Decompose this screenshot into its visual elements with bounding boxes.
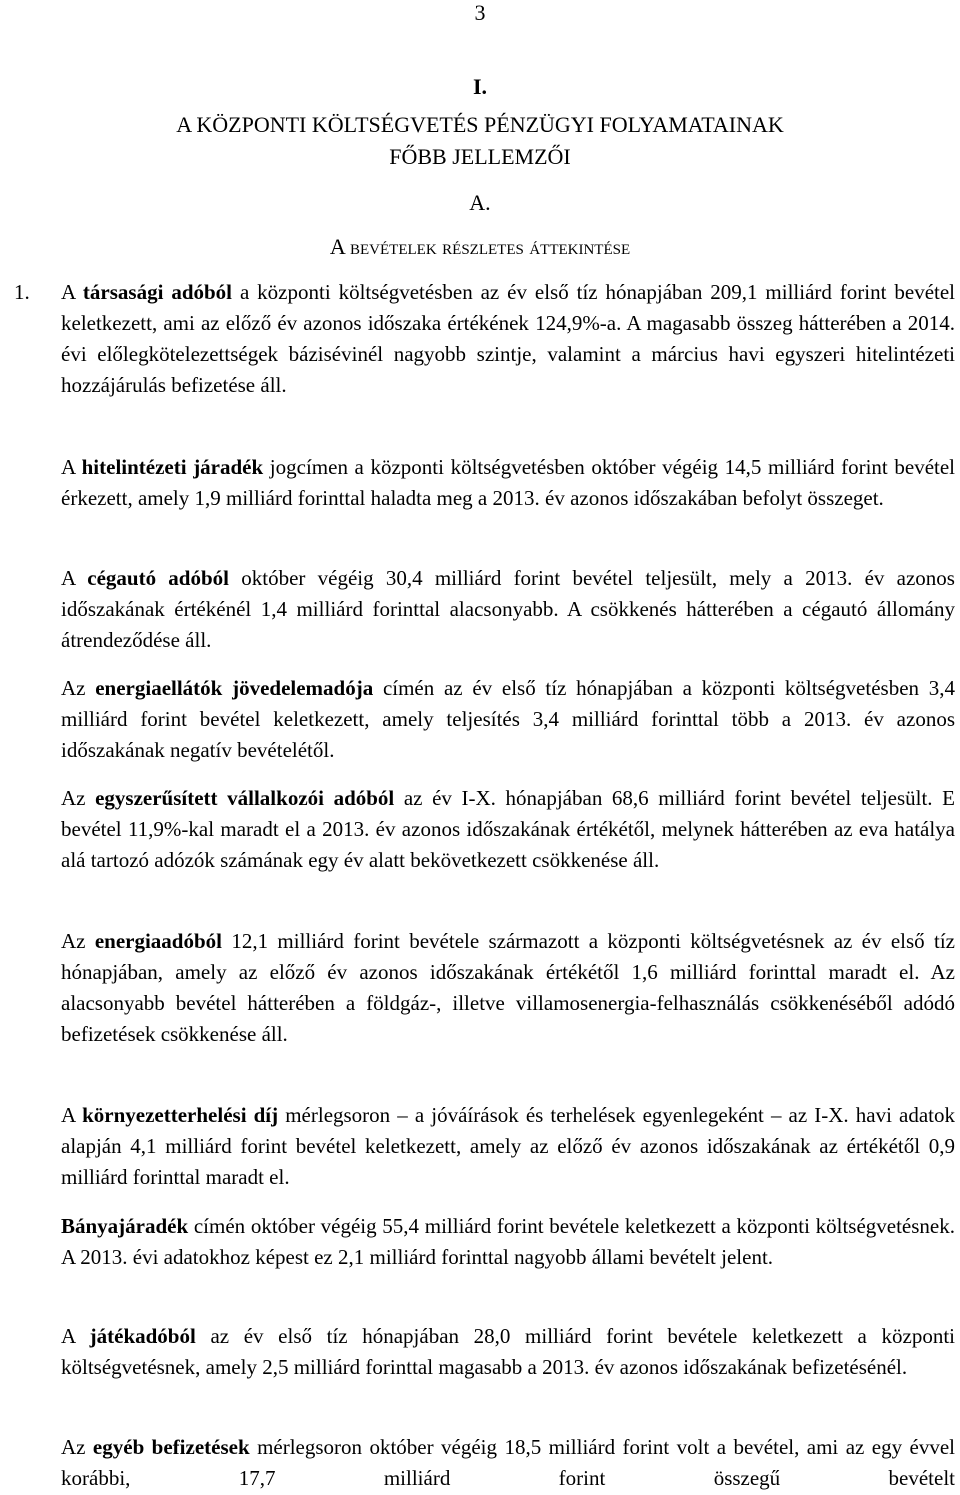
paragraph-tarsasagi-ado (61, 277, 955, 401)
text: az év I-X. hónapjában 68,6 milliárd forint bevétel teljesült. E bevétel 11,9%-kal maradt el a 2013. év azonos időszakának értékétől, melynek hátterében az eva hatálya alá tartozó adózók számának egy év alatt bekövetkezett csökkenése áll. (61, 786, 955, 872)
bold-term: környezetterhelési díj (82, 1103, 279, 1127)
bold-term: Bányajáradék (61, 1214, 189, 1238)
paragraph-jatekado (61, 1321, 955, 1383)
bold-term: cégautó adóból (87, 566, 229, 590)
text: A (61, 1103, 83, 1127)
list-number: 1. (14, 280, 30, 304)
paragraph-kornyezetterhelesi-dij (61, 1100, 955, 1193)
bold-term: egyszerűsített vállalkozói adóból (95, 786, 395, 810)
bold-term: társasági adóból (82, 280, 233, 304)
paragraph-egyeb-befizetesek (61, 1432, 955, 1494)
chapter-title-line1: A KÖZPONTI KÖLTSÉGVETÉS PÉNZÜGYI FOLYAMATAINAK (176, 112, 784, 137)
paragraph-cegauto-ado (61, 563, 955, 656)
text: A (61, 566, 88, 590)
text: mérlegsoron október végéig 18,5 milliárd forint volt a bevétel, ami az egy évvel korábbi, 17,7 milliárd forint összegű bevételt (61, 1435, 955, 1490)
paragraph-banyajaradek (61, 1211, 955, 1273)
bold-term: hitelintézeti járadék (81, 455, 264, 479)
page-number: 3 (474, 0, 486, 25)
text: jogcímen a központi költségvetésben október végéig 14,5 milliárd forint bevétel érkezett, amely 1,9 milliárd forinttal haladta meg a 2013. év azonos időszakában befolyt összeget. (61, 455, 956, 510)
text: címén október végéig 55,4 milliárd forint bevétele keletkezett a központi költségvetésnek. A 2013. évi adatokhoz képest ez 2,1 milliárd forinttal nagyobb állami bevételt jelent. (61, 1214, 955, 1269)
text: Az (61, 786, 96, 810)
text: A (61, 455, 82, 479)
bold-term: egyéb befizetések (92, 1435, 250, 1459)
text: A (61, 1324, 90, 1348)
text: 12,1 milliárd forint bevétele származott a központi költségvetésnek az év első tíz hónapjában, amely az előző év azonos időszakának értékétől 1,6 milliárd forinttal maradt el. Az alacsonyabb bevétel hátterében a földgáz-, illetve villamosenergia-felhasználás csökkenéséből adódó befizetések csökkenése áll. (61, 929, 955, 1046)
paragraph-energiaellatok (61, 673, 955, 766)
text: Az (61, 676, 96, 700)
text: Az (61, 929, 95, 953)
chapter-number: I. (472, 74, 488, 99)
text: A (61, 280, 83, 304)
text: az év első tíz hónapjában 28,0 milliárd forint bevétele keletkezett a központi költségvetésnek, amely 2,5 milliárd forinttal magasabb a 2013. év azonos időszakának befizetésénél. (61, 1324, 955, 1379)
text: mérlegsoron – a jóváírások és terhelések egyenlegeként – az I-X. havi adatok alapján 4,1 milliárd forint bevétel keletkezett, amely az előző év azonos időszakának az értékétől 0,9 milliárd forinttal maradt el. (61, 1103, 955, 1189)
section-title: A bevételek részletes áttekintése (329, 234, 631, 259)
paragraph-energiaado (61, 926, 955, 1050)
paragraph-eva (61, 783, 955, 876)
chapter-title-line2: FŐBB JELLEMZŐI (389, 144, 571, 169)
section-letter: A. (469, 190, 491, 215)
text: október végéig 30,4 milliárd forint bevétel teljesült, mely a 2013. év azonos időszakának értékénél 1,4 milliárd forinttal alacsonyabb. A csökkenés hátterében a cégautó állomány átrendeződése áll. (61, 566, 955, 652)
text: Az (61, 1435, 93, 1459)
bold-term: energiaellátók jövedelemadója (95, 676, 374, 700)
bold-term: energiaadóból (94, 929, 222, 953)
text: címén az év első tíz hónapjában a központi költségvetésben 3,4 milliárd forint bevétel keletkezett, amely teljesítés 3,4 milliárd forinttal több a 2013. év azonos időszakának negatív bevételétől. (61, 676, 955, 762)
text: a központi költségvetésben az év első tíz hónapjában 209,1 milliárd forint bevétel keletkezett, ami az előző év azonos időszaka értékének 124,9%-a. A magasabb összeg hátterében a 2014. évi előlegkötelezettségek bázisévinél nagyobb szintje, valamint a március havi egyszeri hitelintézeti hozzájárulás befizetése áll. (61, 280, 956, 397)
paragraph-hitelintezeti-jaradek (61, 452, 955, 514)
bold-term: játékadóból (89, 1324, 196, 1348)
